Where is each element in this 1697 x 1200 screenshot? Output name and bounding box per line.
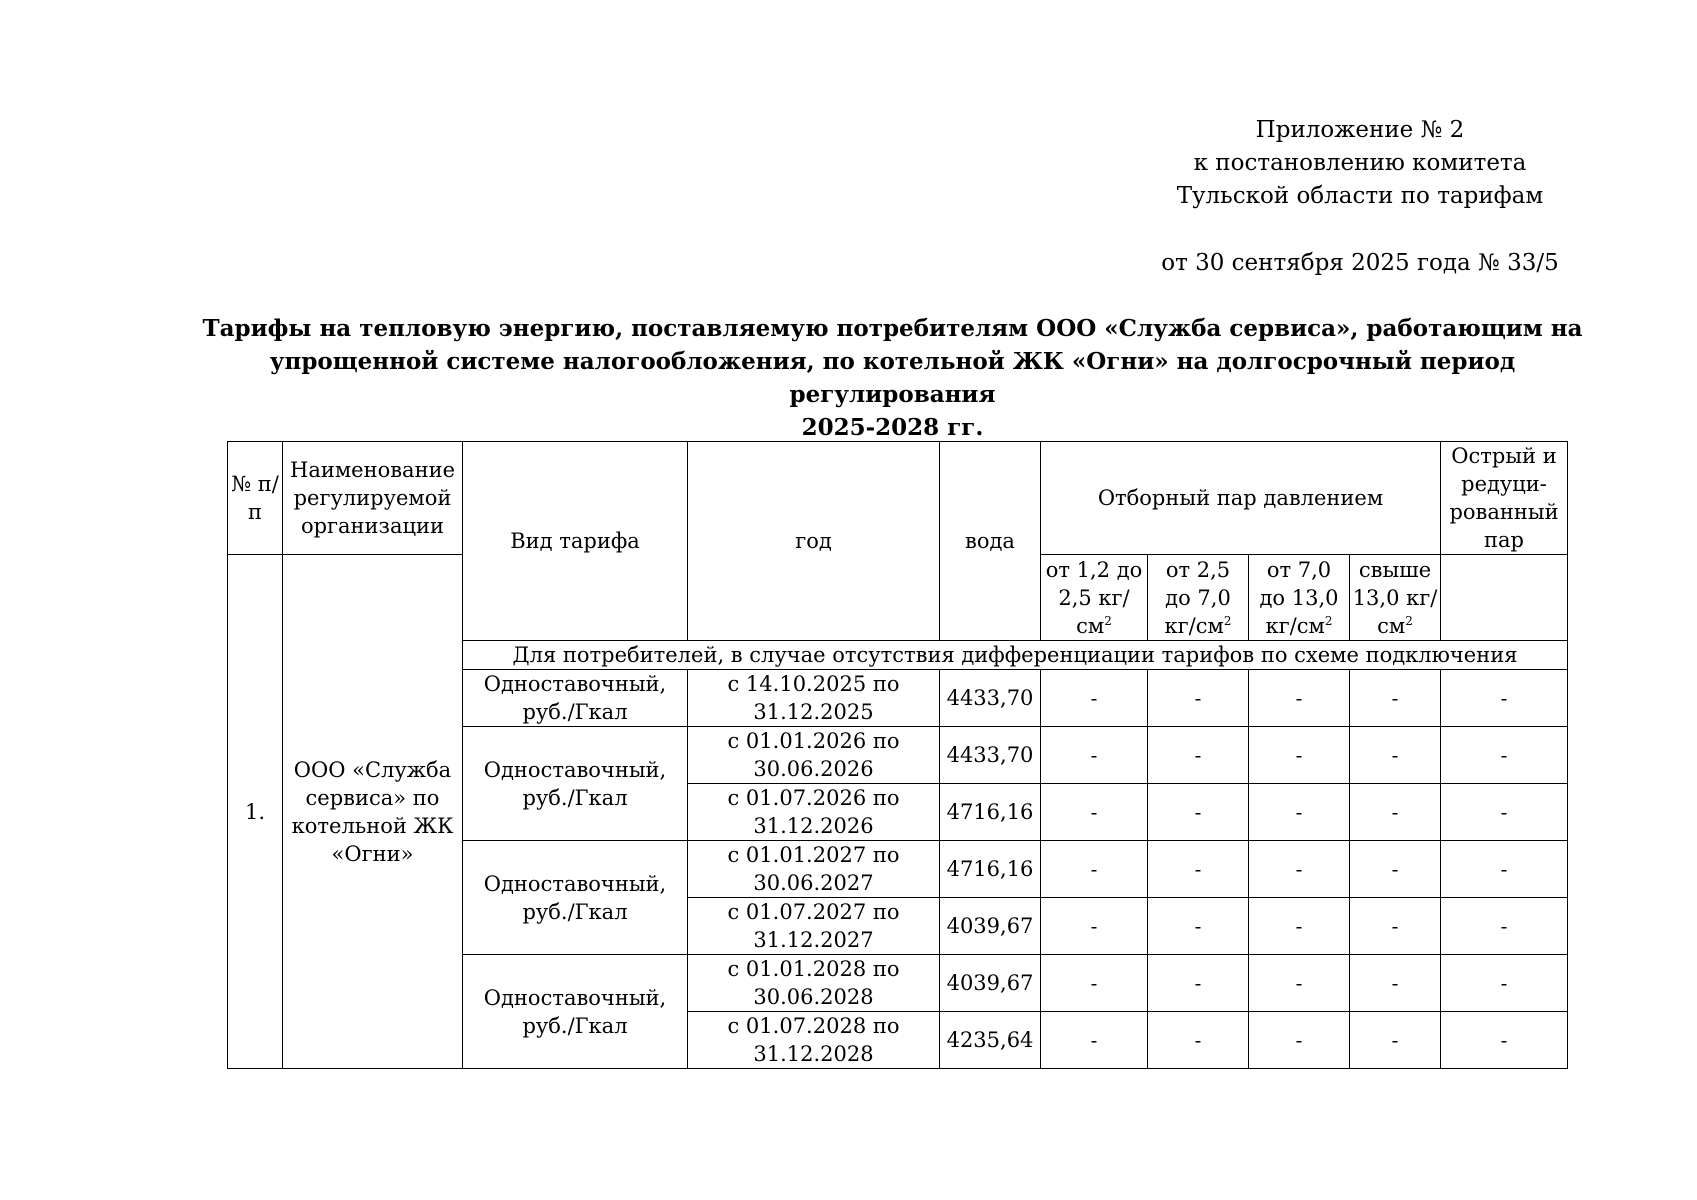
title-line: упрощенной системе налогообложения, по котельной ЖК «Огни» на долгосрочный период регулирования [269,348,1516,408]
tariff-type: Одноставочный, руб./Гкал [463,955,688,1069]
dash-cell: - [1148,955,1249,1012]
header-num: № п/п [228,442,283,555]
dash-cell: - [1148,727,1249,784]
dash-cell: - [1350,898,1441,955]
header-org: Наименование регулируемой организации [283,442,463,555]
header-year: год [688,442,940,641]
period: с 01.01.2026 по 30.06.2026 [688,727,940,784]
dash-cell: - [1041,784,1148,841]
header-steam: Отборный пар давлением [1041,442,1441,555]
document-title [195,312,1590,444]
dash-cell: - [1249,784,1350,841]
dash-cell: - [1148,898,1249,955]
dash-cell: - [1041,841,1148,898]
water-value: 4235,64 [940,1012,1041,1069]
header-sharp-empty [1441,555,1568,641]
header-water: вода [940,442,1041,641]
dash-cell: - [1148,1012,1249,1069]
tariff-table [227,441,1568,1069]
dash-cell: - [1041,955,1148,1012]
water-value: 4039,67 [940,898,1041,955]
dash-cell: - [1148,841,1249,898]
dash-cell: - [1350,727,1441,784]
dash-cell: - [1350,1012,1441,1069]
period: с 01.07.2026 по 31.12.2026 [688,784,940,841]
dash-cell: - [1249,898,1350,955]
period: с 14.10.2025 по 31.12.2025 [688,670,940,727]
header-pressure-1: от 1,2 до 2,5 $кг/см^2$ [1041,555,1148,641]
dash-cell: - [1350,955,1441,1012]
tariff-type: Одноставочный, руб./Гкал [463,841,688,955]
dash-cell: - [1148,670,1249,727]
water-value: 4433,70 [940,670,1041,727]
dash-cell: - [1441,670,1568,727]
dash-cell: - [1249,955,1350,1012]
tariff-type: Одноставочный, руб./Гкал [463,727,688,841]
dash-cell: - [1350,784,1441,841]
title-line: 2025-2028 гг. [801,414,984,441]
row-number: 1. [228,555,283,1069]
dash-cell: - [1441,784,1568,841]
title-line: Тарифы на тепловую энергию, поставляемую потребителям ООО «Служба сервиса», работающим на [202,315,1583,342]
period: с 01.01.2027 по 30.06.2027 [688,841,940,898]
section-label: Для потребителей, в случае отсутствия дифференциации тарифов по схеме подключения [463,641,1568,670]
period: с 01.07.2028 по 31.12.2028 [688,1012,940,1069]
header-pressure-2: от 2,5 до 7,0 $кг/см^2$ [1148,555,1249,641]
header-tariff-type: Вид тарифа [463,442,688,641]
dash-cell: - [1041,898,1148,955]
dash-cell: - [1249,1012,1350,1069]
dash-cell: - [1350,670,1441,727]
period: с 01.07.2027 по 31.12.2027 [688,898,940,955]
dash-cell: - [1441,1012,1568,1069]
dash-cell: - [1249,841,1350,898]
order-date: от 30 сентября 2025 года № 33/5 [1161,250,1559,276]
organization-name: ООО «Служба сервиса» по котельной ЖК «Огни» [283,555,463,1069]
dash-cell: - [1350,841,1441,898]
tariff-type: Одноставочный, руб./Гкал [463,670,688,727]
dash-cell: - [1441,898,1568,955]
header-sharp-steam: Острый и редуци-рованный пар [1441,442,1568,555]
water-value: 4716,16 [940,841,1041,898]
water-value: 4433,70 [940,727,1041,784]
header-pressure-3: от 7,0 до 13,0 $кг/см^2$ [1249,555,1350,641]
appendix-line: к постановлению комитета [1193,150,1527,176]
appendix-line: Приложение № 2 [1255,117,1465,143]
water-value: 4716,16 [940,784,1041,841]
dash-cell: - [1441,955,1568,1012]
dash-cell: - [1148,784,1249,841]
dash-cell: - [1041,670,1148,727]
dash-cell: - [1441,727,1568,784]
dash-cell: - [1441,841,1568,898]
dash-cell: - [1249,727,1350,784]
appendix-block [1150,114,1570,213]
dash-cell: - [1041,1012,1148,1069]
header-pressure-4: свыше 13,0 $кг/см^2$ [1350,555,1441,641]
appendix-line: Тульской области по тарифам [1176,183,1544,209]
water-value: 4039,67 [940,955,1041,1012]
period: с 01.01.2028 по 30.06.2028 [688,955,940,1012]
dash-cell: - [1249,670,1350,727]
dash-cell: - [1041,727,1148,784]
